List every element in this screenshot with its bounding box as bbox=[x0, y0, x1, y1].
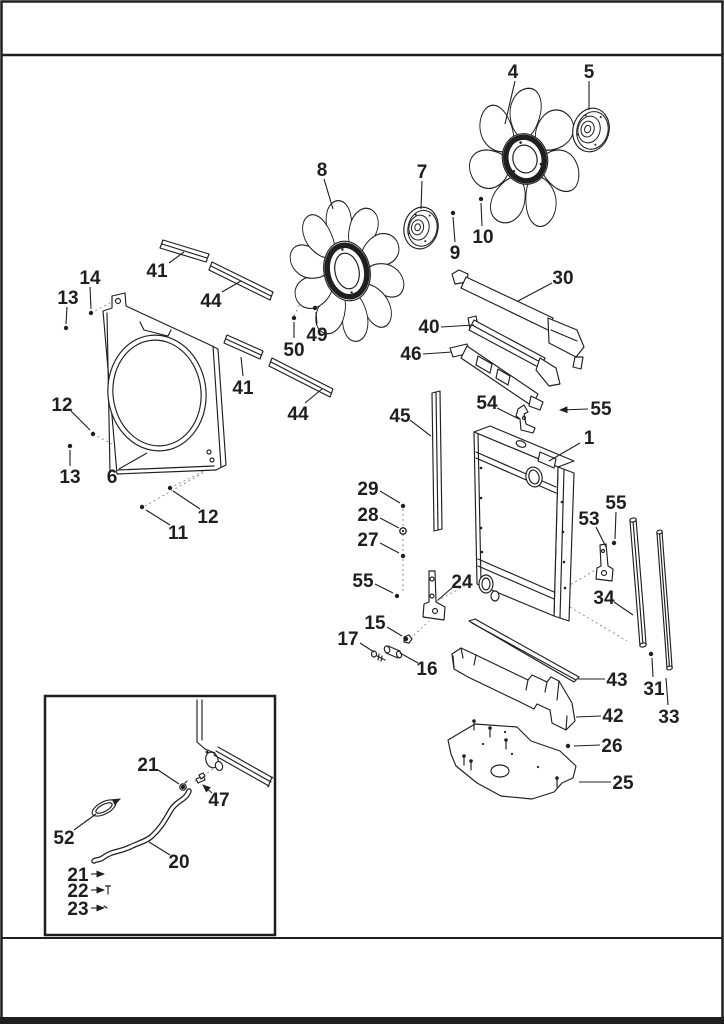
leader-line bbox=[305, 389, 322, 403]
callout-42 bbox=[576, 706, 624, 727]
leader-line bbox=[66, 307, 67, 324]
leader-line bbox=[324, 179, 333, 209]
callout-label: 5 bbox=[583, 62, 595, 83]
leader-line bbox=[410, 420, 431, 436]
leader-line bbox=[481, 203, 482, 226]
callout-label: 42 bbox=[602, 706, 624, 727]
callout-11 bbox=[140, 505, 189, 544]
callout-label: 44 bbox=[200, 291, 222, 312]
leader-line bbox=[74, 814, 96, 830]
part-clip-22 bbox=[106, 886, 111, 894]
callout-9 bbox=[450, 211, 461, 264]
callout-label: 33 bbox=[658, 707, 680, 728]
callout-label: 17 bbox=[337, 629, 359, 650]
callout-30 bbox=[518, 268, 574, 301]
callout-label: 55 bbox=[590, 399, 612, 420]
callout-label: 52 bbox=[53, 828, 75, 849]
callout-label: 41 bbox=[146, 261, 168, 282]
callout-5 bbox=[584, 62, 595, 110]
leader-line bbox=[375, 584, 393, 593]
leader-line bbox=[169, 252, 184, 263]
part-seal-41-lower bbox=[224, 335, 263, 359]
fastener-dot bbox=[64, 326, 68, 330]
callout-label: 55 bbox=[605, 493, 627, 514]
leader-line bbox=[652, 658, 653, 677]
leader-line bbox=[380, 491, 400, 503]
callout-label: 53 bbox=[578, 509, 600, 530]
callout-label: 12 bbox=[51, 395, 73, 416]
callout-label: 24 bbox=[451, 572, 473, 593]
callout-label: 47 bbox=[208, 790, 230, 811]
callout-label: 15 bbox=[364, 613, 386, 634]
leader-line bbox=[149, 842, 170, 855]
callout-label: 43 bbox=[606, 670, 628, 691]
callout-layer bbox=[51, 62, 679, 920]
callout-label: 29 bbox=[357, 479, 379, 500]
callout-label: 44 bbox=[287, 404, 309, 425]
callout-15 bbox=[364, 613, 408, 641]
callout-label: 10 bbox=[472, 227, 494, 248]
leader-line bbox=[666, 678, 668, 705]
callout-41 bbox=[146, 252, 184, 282]
callout-label: 41 bbox=[232, 378, 254, 399]
fastener-dot bbox=[292, 316, 296, 320]
callout-label: 54 bbox=[476, 393, 498, 414]
callout-label: 14 bbox=[79, 268, 101, 289]
callout-13 bbox=[59, 444, 80, 488]
part-strip-45 bbox=[432, 391, 442, 531]
leader-line bbox=[453, 217, 455, 242]
callout-label: 21 bbox=[67, 865, 89, 886]
inset-radiator-corner bbox=[197, 700, 273, 787]
leader-line bbox=[158, 770, 179, 784]
leader-line bbox=[518, 283, 552, 301]
callout-54 bbox=[476, 393, 519, 419]
callout-label: 16 bbox=[416, 659, 438, 680]
callout-34 bbox=[593, 588, 633, 615]
callout-8 bbox=[317, 160, 333, 209]
part-shroud-6 bbox=[101, 293, 226, 474]
fastener-dot bbox=[68, 444, 72, 448]
callout-label: 20 bbox=[168, 852, 190, 873]
leader-line bbox=[560, 409, 588, 410]
fastener-dot bbox=[91, 432, 95, 436]
callout-label: 55 bbox=[352, 571, 374, 592]
callout-label: 8 bbox=[316, 160, 328, 181]
leader-line bbox=[241, 357, 243, 376]
callout-50 bbox=[283, 316, 304, 361]
part-strip-34 bbox=[629, 517, 646, 647]
callout-label: 7 bbox=[416, 162, 428, 183]
callout-45 bbox=[389, 406, 431, 436]
callout-label: 25 bbox=[612, 773, 634, 794]
part-guard-25 bbox=[448, 719, 576, 799]
callout-43 bbox=[578, 670, 628, 691]
callout-55 bbox=[352, 571, 399, 598]
fastener-dot bbox=[612, 541, 616, 545]
leader-line bbox=[421, 181, 422, 209]
callout-label: 45 bbox=[389, 406, 411, 427]
callout-label: 34 bbox=[593, 588, 615, 609]
callout-label: 12 bbox=[197, 507, 219, 528]
callout-52 bbox=[53, 814, 96, 849]
leader-line bbox=[615, 512, 616, 539]
callout-label: 22 bbox=[67, 881, 89, 902]
leader-line bbox=[497, 408, 519, 419]
fastener-dot bbox=[168, 486, 172, 490]
part-fan-4 bbox=[467, 88, 583, 231]
callout-27 bbox=[357, 530, 405, 558]
leader-line bbox=[576, 716, 601, 717]
fastener-dot bbox=[649, 652, 653, 656]
callout-7 bbox=[417, 162, 428, 209]
callout-label: 40 bbox=[418, 317, 440, 338]
callout-55 bbox=[560, 399, 612, 420]
fastener-dot bbox=[479, 197, 483, 201]
callout-44 bbox=[287, 389, 322, 425]
callout-label: 28 bbox=[357, 505, 379, 526]
callout-25 bbox=[579, 773, 634, 794]
callout-label: 6 bbox=[106, 467, 118, 488]
fastener-dot bbox=[404, 637, 408, 641]
callout-26 bbox=[566, 736, 623, 757]
callout-40 bbox=[418, 317, 474, 338]
part-spacer-16 bbox=[383, 645, 402, 658]
leader-line bbox=[387, 627, 402, 636]
callout-46 bbox=[400, 344, 452, 365]
leader-line bbox=[614, 602, 633, 615]
fastener-dot bbox=[313, 306, 317, 310]
callout-label: 49 bbox=[306, 325, 328, 346]
callout-label: 13 bbox=[59, 467, 81, 488]
callout-label: 4 bbox=[507, 62, 519, 83]
callout-12 bbox=[168, 486, 219, 528]
callout-label: 13 bbox=[57, 288, 79, 309]
leader-line bbox=[222, 281, 241, 292]
callout-13 bbox=[57, 288, 78, 330]
leader-line bbox=[423, 352, 452, 354]
part-fan-clutch-7 bbox=[400, 204, 442, 252]
fastener-dot bbox=[89, 311, 93, 315]
callout-29 bbox=[357, 479, 405, 508]
callout-12 bbox=[51, 395, 95, 436]
leader-line bbox=[400, 653, 418, 663]
fastener-dot bbox=[401, 504, 405, 508]
callout-label: 30 bbox=[552, 268, 574, 289]
callout-label: 46 bbox=[400, 344, 422, 365]
leader-line bbox=[596, 527, 606, 547]
callout-label: 26 bbox=[601, 736, 623, 757]
callout-16 bbox=[400, 653, 438, 680]
callout-label: 27 bbox=[357, 530, 379, 551]
leader-line bbox=[71, 411, 90, 430]
callout-47 bbox=[203, 785, 230, 811]
part-screw-17 bbox=[372, 651, 386, 661]
leader-line bbox=[380, 518, 399, 528]
part-strip-33 bbox=[656, 530, 672, 671]
callout-20 bbox=[149, 842, 190, 873]
callout-label: 21 bbox=[137, 755, 159, 776]
part-bracket-24 bbox=[423, 571, 445, 620]
leader-line bbox=[90, 287, 91, 309]
callout-23 bbox=[67, 899, 104, 920]
part-fan-clutch-5 bbox=[568, 104, 614, 156]
callout-label: 50 bbox=[283, 340, 305, 361]
callout-label: 11 bbox=[167, 523, 189, 544]
callout-55 bbox=[605, 493, 627, 545]
callout-21 bbox=[137, 755, 185, 789]
callout-53 bbox=[578, 509, 606, 547]
callout-44 bbox=[200, 281, 241, 312]
callout-label: 9 bbox=[449, 243, 461, 264]
fastener-dot bbox=[451, 211, 455, 215]
callout-31 bbox=[643, 652, 665, 700]
callout-label: 1 bbox=[583, 428, 595, 449]
leader-line bbox=[360, 643, 374, 652]
leader-line bbox=[380, 543, 399, 553]
leader-line bbox=[146, 510, 170, 525]
part-bracket-53 bbox=[596, 544, 613, 581]
part-fan-8 bbox=[277, 191, 416, 351]
washer-hole bbox=[402, 530, 404, 532]
callout-14 bbox=[79, 268, 101, 315]
part-fitting-47 bbox=[196, 773, 205, 783]
callout-label: 23 bbox=[67, 899, 89, 920]
part-pin-23 bbox=[104, 906, 107, 908]
fastener-dot bbox=[395, 594, 399, 598]
fastener-dot bbox=[566, 744, 570, 748]
callout-label: 31 bbox=[643, 679, 665, 700]
fastener-dot bbox=[140, 505, 144, 509]
part-baffle-42 bbox=[452, 648, 575, 730]
fastener-dot bbox=[401, 554, 405, 558]
callout-24 bbox=[438, 572, 473, 600]
fastener-dot bbox=[181, 785, 185, 789]
leader-line bbox=[574, 745, 600, 746]
part-seal-44-lower bbox=[269, 358, 333, 397]
leader-line bbox=[173, 491, 200, 509]
part-seal-41-upper bbox=[160, 240, 209, 262]
callout-41 bbox=[232, 357, 254, 399]
